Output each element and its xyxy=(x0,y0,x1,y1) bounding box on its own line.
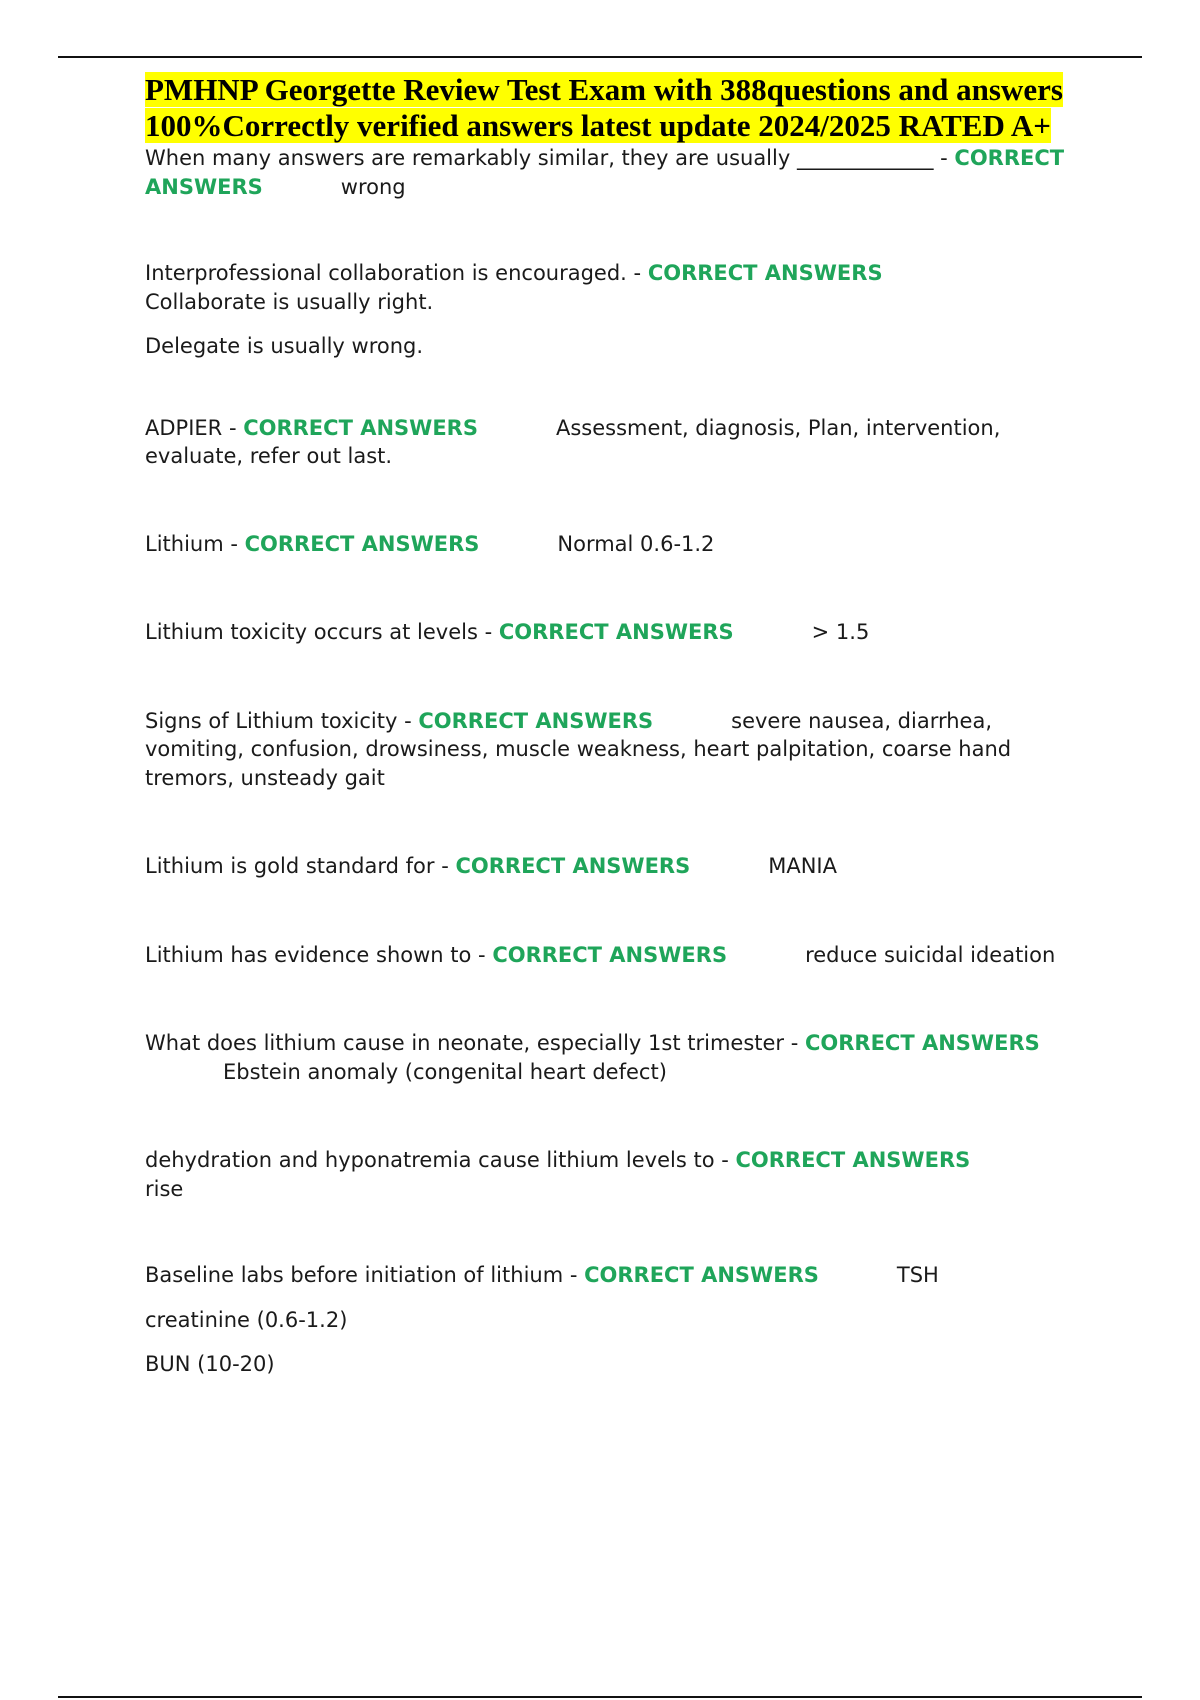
qa-item: Interprofessional collaboration is encouraged. - CORRECT ANSWERS Collaborate is usually right. xyxy=(145,261,883,314)
question-text: Lithium xyxy=(145,531,224,556)
qa-item: ADPIER - CORRECT ANSWERS Assessment, diagnosis, Plan, intervention, evaluate, refer out last. xyxy=(145,415,1001,468)
question-text: When many answers are remarkably similar, they are usually _____________ xyxy=(145,146,934,170)
document-body xyxy=(145,72,1065,1379)
qa-item: Signs of Lithium toxicity - CORRECT ANSWERS severe nausea, diarrhea, vomiting, confusion, drowsiness, muscle weakness, heart palpitation, coarse hand tremors, unsteady gait xyxy=(145,708,1012,790)
answer-text: TSH xyxy=(896,1263,939,1287)
correct-answers-label: CORRECT ANSWERS xyxy=(804,1031,1040,1055)
answer-text: reduce suicidal ideation xyxy=(805,942,1056,967)
correct-answers-label: CORRECT ANSWERS xyxy=(735,1148,971,1172)
qa-item: Lithium has evidence shown to - CORRECT ANSWERS reduce suicidal ideation xyxy=(145,942,1056,967)
qa-item: Lithium toxicity occurs at levels - CORRECT ANSWERS > 1.5 xyxy=(145,620,870,644)
qa-item: Baseline labs before initiation of lithium - CORRECT ANSWERS TSH xyxy=(145,1263,939,1287)
correct-answers-label: CORRECT ANSWERS xyxy=(455,854,691,878)
question-text: Lithium has evidence shown to xyxy=(145,942,472,967)
document-title xyxy=(145,72,1065,144)
question-text: ADPIER xyxy=(145,415,223,440)
correct-answers-label: CORRECT ANSWERS xyxy=(243,415,478,440)
correct-answers-label: CORRECT ANSWERS xyxy=(498,620,734,644)
answer-text: Ebstein anomaly (congenital heart defect) xyxy=(223,1059,667,1084)
bottom-rule xyxy=(58,1696,1142,1698)
answer-text: severe nausea, diarrhea, vomiting, confusion, drowsiness, muscle weakness, heart palpitation, coarse hand tremors, unsteady gait xyxy=(145,708,1012,790)
answer-text: Assessment, diagnosis, Plan, intervention, evaluate, refer out last. xyxy=(145,415,1001,468)
question-text: Lithium toxicity occurs at levels xyxy=(145,620,478,644)
question-text: Signs of Lithium toxicity xyxy=(145,708,398,733)
correct-answers-label: CORRECT ANSWERS xyxy=(584,1263,819,1287)
question-text: dehydration and hyponatremia cause lithium levels to xyxy=(145,1148,715,1172)
question-text: Lithium is gold standard for xyxy=(145,854,435,878)
qa-item: What does lithium cause in neonate, especially 1st trimester - CORRECT ANSWERSEbstein anomaly (congenital heart defect) xyxy=(145,1031,1040,1084)
answer-text: > 1.5 xyxy=(811,620,870,644)
question-text: Interprofessional collaboration is encouraged. xyxy=(145,261,627,285)
answer-text: Normal 0.6-1.2 xyxy=(557,531,715,556)
qa-item: When many answers are remarkably similar, they are usually _____________ - CORRECT ANSWERS wrong xyxy=(145,146,1065,199)
correct-answers-label: CORRECT ANSWERS xyxy=(418,708,654,733)
correct-answers-label: CORRECT ANSWERS xyxy=(492,942,728,967)
answer-text: wrong xyxy=(340,174,406,199)
answer-extra-line: Delegate is usually wrong. xyxy=(145,334,424,358)
answer-text: MANIA xyxy=(768,854,837,878)
correct-answers-label: CORRECT ANSWERS xyxy=(647,261,883,285)
qa-item: Lithium is gold standard for - CORRECT ANSWERS MANIA xyxy=(145,854,837,878)
answer-text: Collaborate is usually right. xyxy=(145,289,434,314)
question-text: Baseline labs before initiation of lithium xyxy=(145,1263,564,1287)
correct-answers-label: CORRECT ANSWERS xyxy=(244,531,480,556)
qa-item: Lithium - CORRECT ANSWERS Normal 0.6-1.2 xyxy=(145,531,715,556)
title-highlight: PMHNP Georgette Review Test Exam with 388questions and answers 100%Correctly verified answers latest update 2024/2025 RATED A+ xyxy=(145,72,1063,143)
answer-text: rise xyxy=(145,1176,184,1201)
correct-answers-label: CORRECT ANSWERS xyxy=(145,146,1065,199)
answer-extra-line: BUN (10-20) xyxy=(145,1352,275,1376)
top-rule xyxy=(58,56,1142,58)
question-text: What does lithium cause in neonate, especially 1st trimester xyxy=(145,1031,785,1055)
answer-extra-line: creatinine (0.6-1.2) xyxy=(145,1307,348,1332)
qa-item: dehydration and hyponatremia cause lithium levels to - CORRECT ANSWERS rise xyxy=(145,1148,971,1201)
